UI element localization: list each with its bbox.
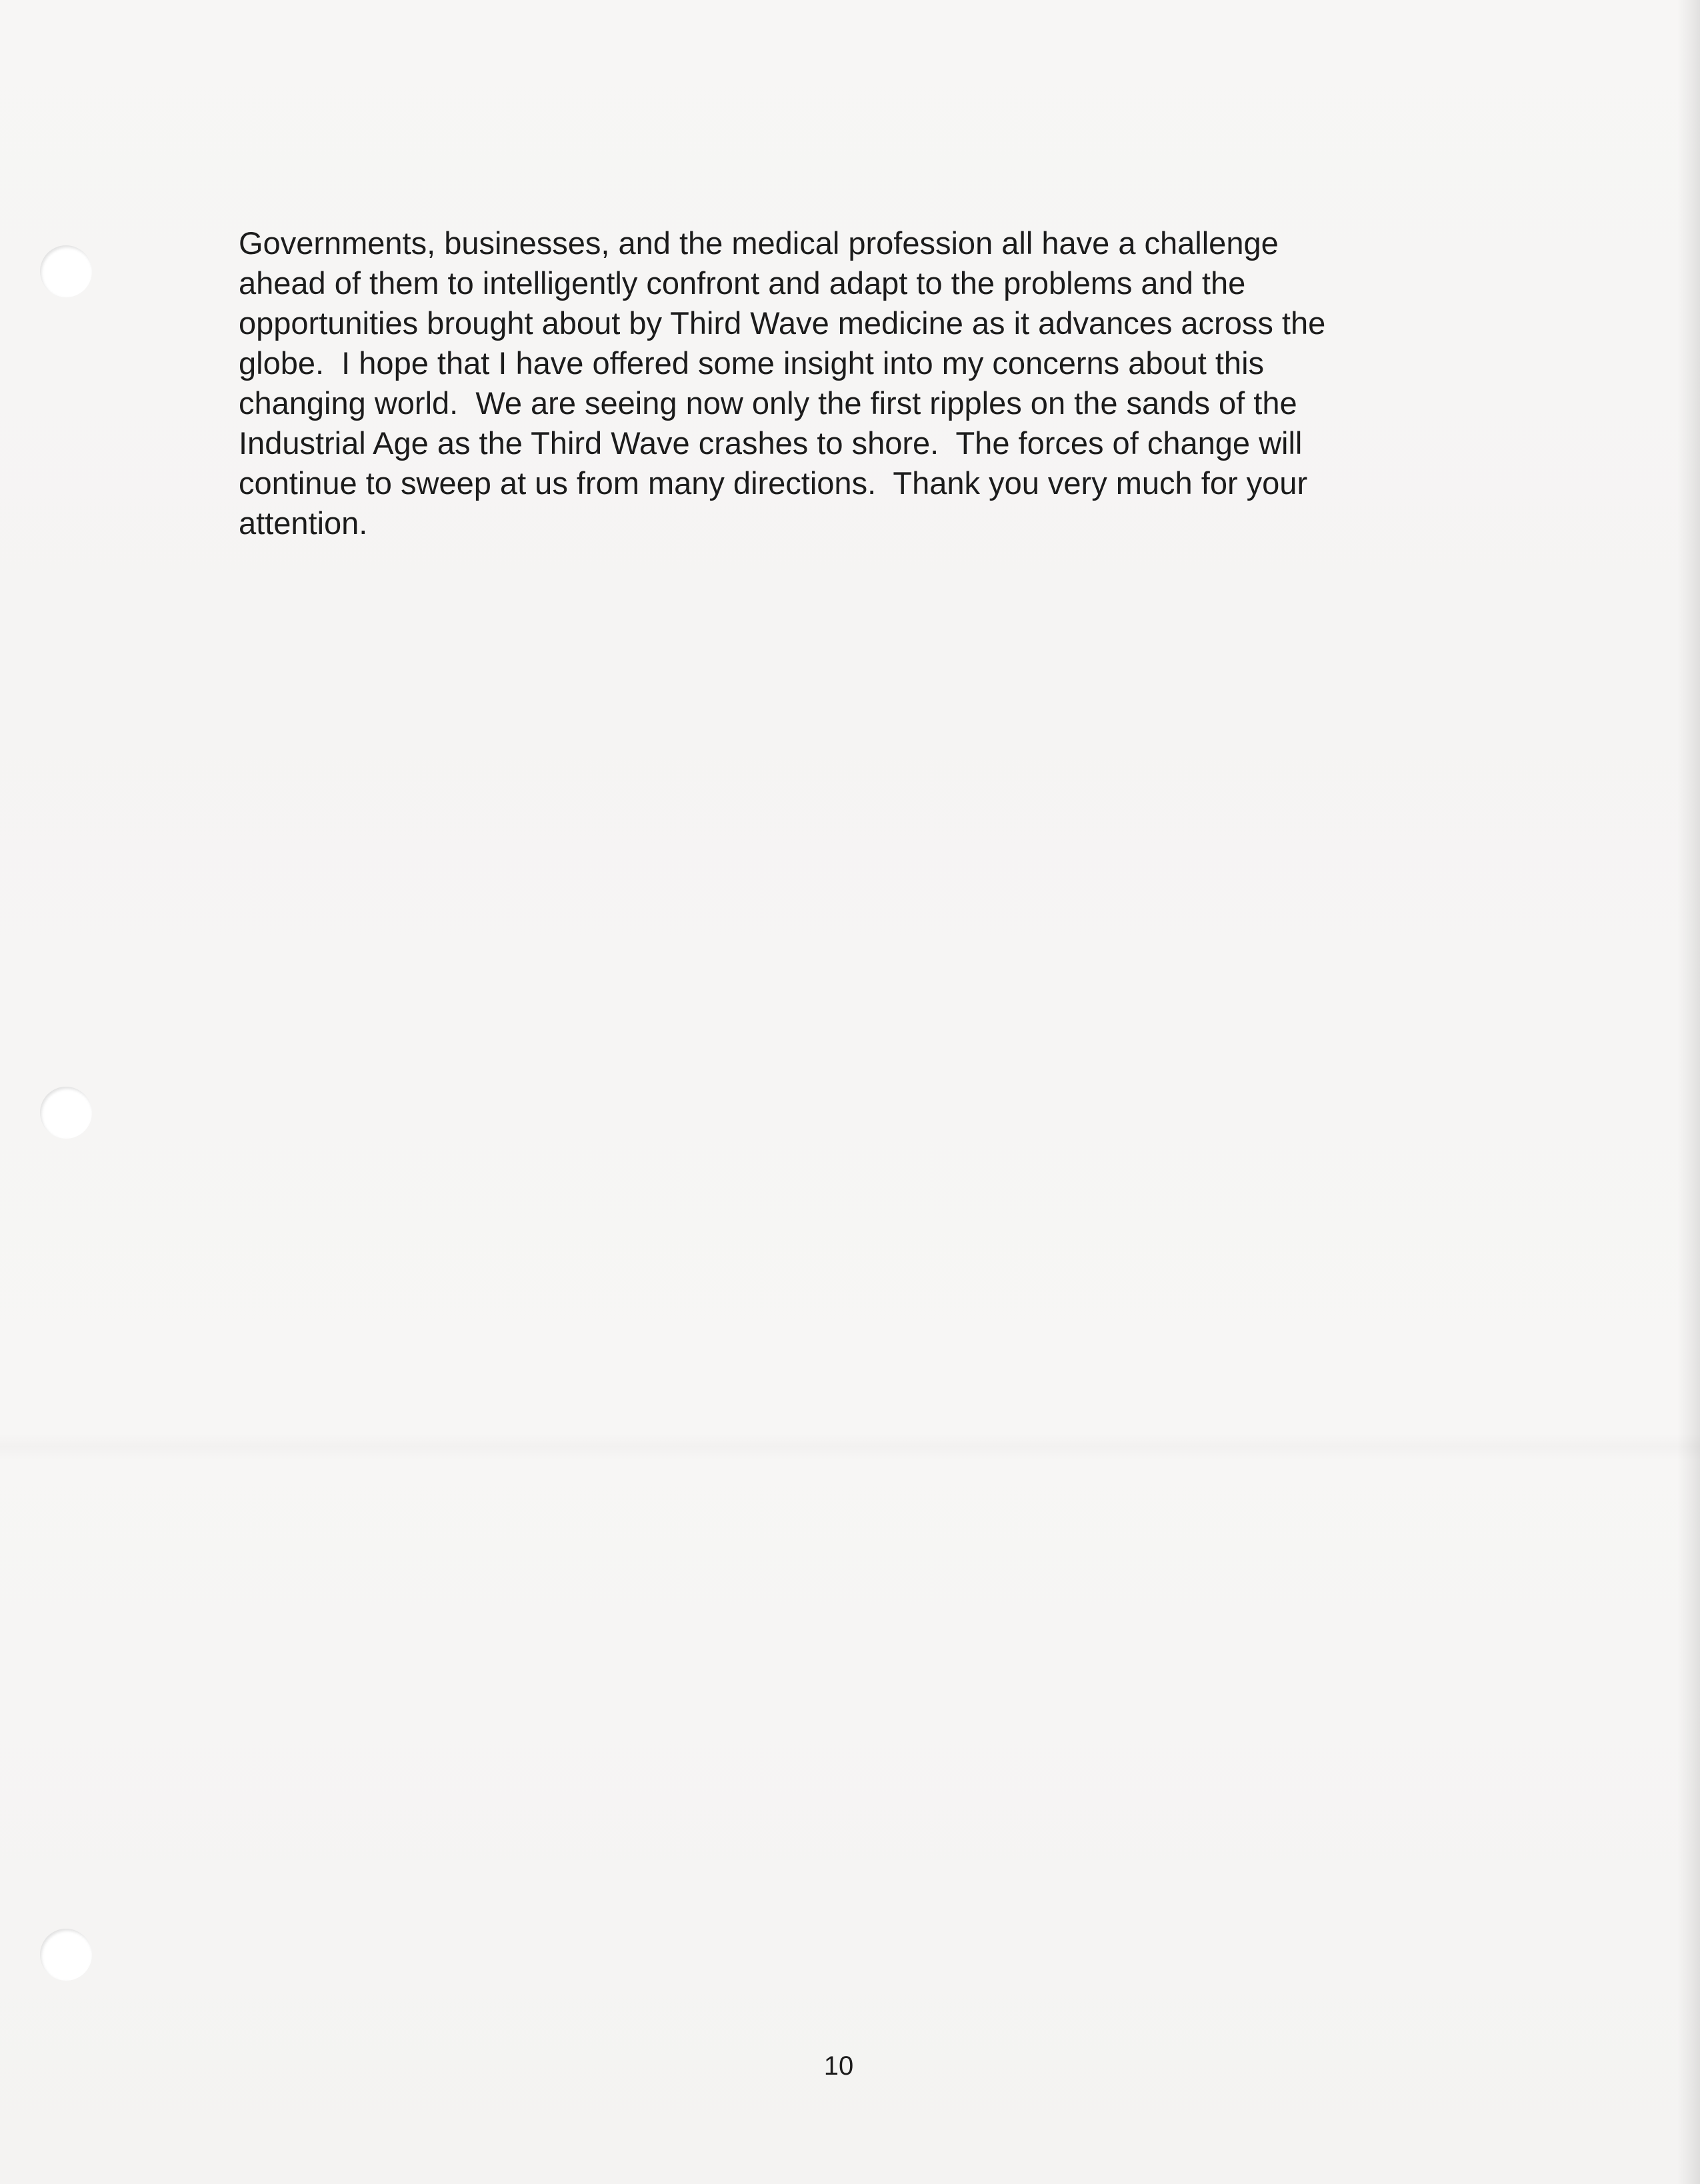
page-number: 10 (823, 2051, 854, 2081)
punch-hole-bottom (40, 1929, 92, 1981)
body-paragraph: Governments, businesses, and the medical profession all have a challenge ahead of them to intelligently confront and adapt to the problems and the opportunities brought about by Third Wave medicine as it advances across the globe. I hope that I have offered some insight into my concerns about this changing world. We are seeing now only the first ripples on the sands of the Industrial Age as the Third Wave crashes to shore. The forces of change will continue to sweep at us from many directions. Thank you very much for your attention. (239, 225, 1326, 541)
paper-fold-crease (0, 1433, 1700, 1460)
page-edge-shadow (1677, 0, 1700, 2184)
punch-hole-top (40, 245, 92, 297)
punch-hole-middle (40, 1087, 92, 1139)
